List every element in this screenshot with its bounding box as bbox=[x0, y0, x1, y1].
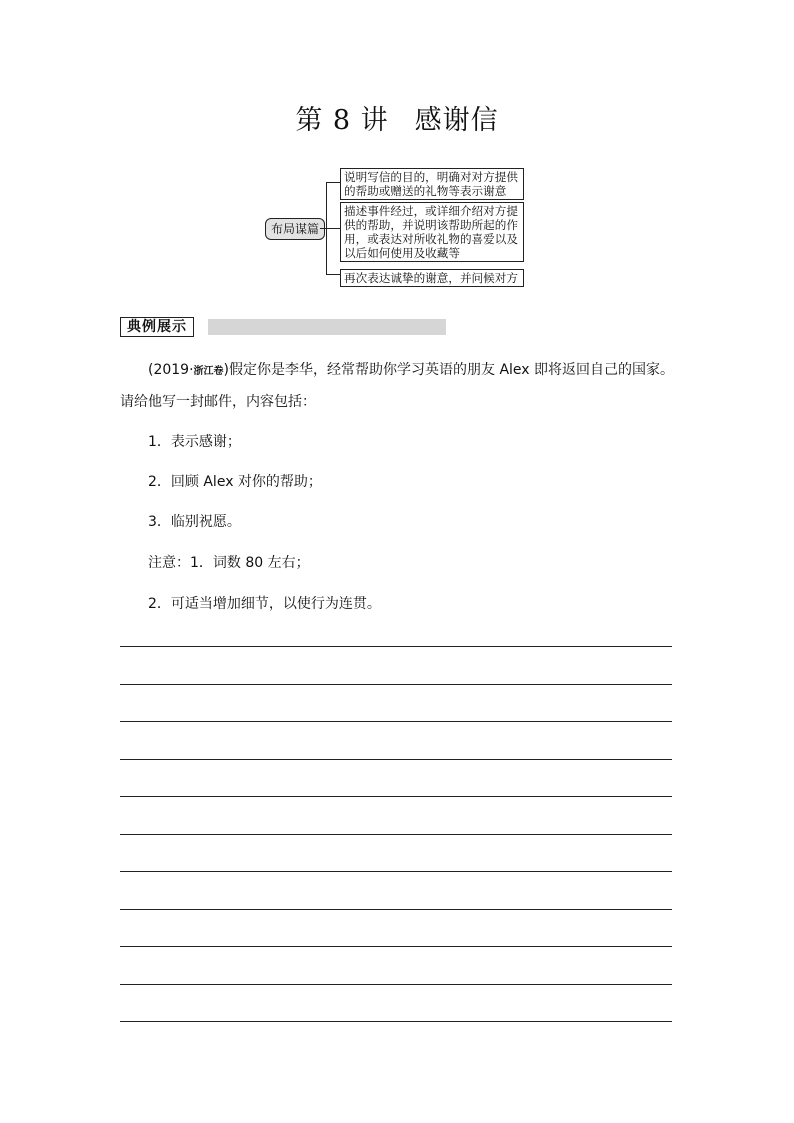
page-title bbox=[0, 98, 794, 137]
source-close: ) bbox=[223, 362, 230, 378]
layout-diagram bbox=[262, 168, 532, 288]
bracket-tick bbox=[327, 274, 341, 275]
prompt-point: 3．临别祝愿。 bbox=[148, 514, 241, 530]
writing-line[interactable] bbox=[120, 796, 672, 834]
diagram-item-purpose: 说明写信的目的，明确对对方提供 的帮助或赠送的礼物等表示谢意 bbox=[340, 168, 524, 200]
prompt-point: 2．回顾 Alex 对你的帮助； bbox=[148, 474, 322, 490]
bracket-tick bbox=[327, 182, 341, 183]
writing-line[interactable] bbox=[120, 946, 672, 984]
bracket-tick bbox=[327, 228, 341, 229]
prompt-note: 2．可适当增加细节，以使行为连贯。 bbox=[148, 596, 381, 612]
writing-line[interactable] bbox=[120, 909, 672, 947]
writing-line[interactable] bbox=[120, 871, 672, 909]
diagram-item-closing: 再次表达诚挚的谢意，并问候对方 bbox=[340, 269, 524, 287]
writing-line[interactable] bbox=[120, 684, 672, 722]
writing-line[interactable] bbox=[120, 721, 672, 759]
diagram-center-label: 布局谋篇 bbox=[265, 218, 325, 240]
source-year: (2019· bbox=[148, 362, 194, 378]
writing-line[interactable] bbox=[120, 646, 672, 684]
writing-line[interactable] bbox=[120, 1021, 672, 1022]
writing-line[interactable] bbox=[120, 984, 672, 1022]
prompt-paragraph bbox=[120, 355, 680, 417]
lesson-topic: 感谢信 bbox=[414, 105, 499, 136]
section-label: 典例展示 bbox=[120, 317, 194, 337]
section-header-bar bbox=[208, 319, 446, 335]
writing-line[interactable] bbox=[120, 759, 672, 797]
section-header bbox=[120, 317, 446, 335]
prompt-note: 注意：1．词数 80 左右； bbox=[148, 555, 310, 571]
diagram-item-details: 描述事件经过，或详细介绍对方提 供的帮助，并说明该帮助所起的作 用，或表达对所收礼物的喜爱以及 以后如何使用及收藏等 bbox=[340, 202, 524, 262]
prompt-point: 1．表示感谢； bbox=[148, 434, 241, 450]
writing-line[interactable] bbox=[120, 834, 672, 872]
answer-writing-area[interactable] bbox=[120, 646, 672, 1022]
lesson-number: 第 8 讲 bbox=[295, 105, 389, 136]
prompt-intro: 假定你是李华，经常帮助你学习英语的朋友 Alex 即将返回自己的国家。请给他写一封邮件，内容包括： bbox=[120, 362, 675, 410]
source-name: 浙江卷 bbox=[193, 366, 224, 377]
diagram-bracket bbox=[326, 182, 341, 275]
